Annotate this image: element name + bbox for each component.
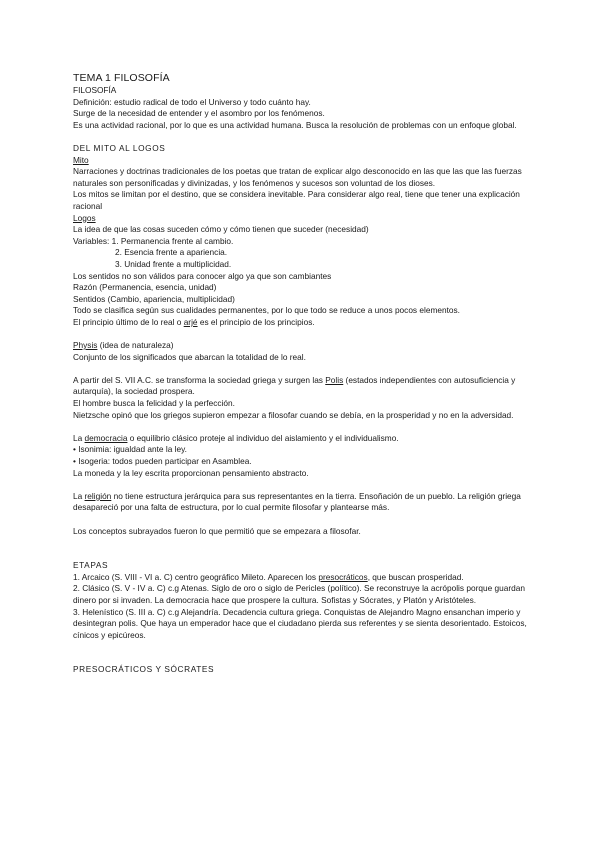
section-heading-presocraticos: PRESOCRÁTICOS Y SÓCRATES — [73, 664, 215, 675]
subheading-mito: Mito — [73, 154, 89, 165]
section-heading-filosofia: FILOSOFÍA — [73, 85, 117, 95]
text-run: La — [73, 432, 85, 443]
underlined-term-physis: Physis — [73, 340, 98, 351]
underlined-term-arje: arjé — [183, 316, 198, 327]
paragraph: Nietzsche opinó que los griegos supieron empezar a filosofar cuando se debía, en la prosperidad y no en la adversidad. — [73, 409, 514, 420]
underlined-term-democracia: democracia — [84, 432, 128, 443]
etapa-item: 2. Clásico (S. V - IV a. C) c.g Atenas. Siglo de oro o siglo de Pericles (político). Se reconstruye la acrópolis porque guardan dinero por si invaden. La democracia hace que prospere la cultura. Sofistas y Sócrates, y Platón y Aristóteles. — [73, 583, 525, 605]
text-run: El principio último de lo real o — [73, 316, 184, 327]
document-body — [73, 72, 535, 676]
paragraph: Es una actividad racional, por lo que es una actividad humana. Busca la resolución de problemas con un enfoque global. — [73, 119, 517, 130]
paragraph: Todo se clasifica según sus cualidades permanentes, por lo que todo se reduce a unos pocos elementos. — [73, 305, 460, 316]
text-run: (estados independientes con autosuficiencia y autarquía), la sociedad prospera. — [73, 374, 516, 397]
paragraph: La idea de que las cosas suceden cómo y cómo tienen que suceder (necesidad) — [73, 224, 369, 235]
paragraph: Definición: estudio radical de todo el Universo y todo cuánto hay. — [73, 96, 311, 107]
paragraph-polis — [73, 375, 535, 398]
bullet-item: • Isogeria: todos pueden participar en Asamblea. — [73, 456, 252, 466]
document-title: TEMA 1 FILOSOFÍA — [73, 72, 170, 84]
variables-item-text: 1. Permanencia frente al cambio. — [111, 235, 234, 246]
text-run: o equilibrio clásico proteje al individuo del aislamiento y el individualismo. — [127, 432, 399, 443]
text-run: no tiene estructura jerárquica para sus representantes en la tierra. Ensoñación de un pueblo. La religión griega desapareció por una falta de estructura, por lo cual permite filosofar y plantearse más. — [73, 490, 521, 513]
text-run: es el principio de los principios. — [197, 316, 315, 327]
paragraph: Narraciones y doctrinas tradicionales de los poetas que tratan de explicar algo desconocido en las que las que las fuerzas naturales son personificadas y divinizadas, y los fenómenos y sucesos son voluntad de los dioses. — [73, 166, 522, 188]
etapa-item: 3. Helenístico (S. III a. C) c.g Alejandría. Decadencia cultura griega. Conquistas de Alejandro Magno ensanchan imperio y desintegran polis. Que haya un emperador hace que el ciudadano pierda sus referentes y se sienta desorientado. Estoicos, cínicos y epicúreos. — [73, 606, 527, 640]
variables-item: 2. Esencia frente a apariencia. — [115, 247, 228, 258]
paragraph-democracia — [73, 433, 535, 445]
underlined-term-religion: religión — [84, 490, 112, 501]
variables-label: Variables: — [73, 235, 110, 246]
paragraph-physis — [73, 340, 535, 352]
bullet-item: • Isonimia: igualdad ante la ley. — [73, 444, 187, 455]
variables-item — [73, 236, 535, 248]
paragraph-conceptos: Los conceptos subrayados fueron lo que permitió que se empezara a filosofar. — [73, 525, 361, 536]
text-run: A partir del S. VII A.C. se transforma la sociedad griega y surgen las — [73, 374, 326, 385]
text-run: La — [73, 490, 85, 501]
paragraph: Sentidos (Cambio, apariencia, multiplicidad) — [73, 293, 235, 304]
underlined-term-presocraticos: presocráticos — [318, 571, 368, 582]
paragraph: La moneda y la ley escrita proporcionan pensamiento abstracto. — [73, 467, 309, 478]
paragraph: Los sentidos no son válidos para conocer algo ya que son cambiantes — [73, 270, 332, 281]
underlined-term-polis: Polis — [325, 374, 344, 385]
paragraph: El hombre busca la felicidad y la perfección. — [73, 398, 235, 409]
etapa-item — [73, 572, 535, 584]
text-run: (idea de naturaleza) — [97, 340, 174, 351]
paragraph-religion — [73, 491, 535, 514]
text-run: 1. Arcaico (S. VIII - VI a. C) centro geográfico Mileto. Aparecen los — [73, 571, 319, 582]
subheading-logos: Logos — [73, 212, 96, 223]
text-run: , que buscan prosperidad. — [367, 571, 464, 582]
section-heading-mito-logos: DEL MITO AL LOGOS — [73, 142, 166, 153]
section-heading-etapas: ETAPAS — [73, 560, 109, 571]
paragraph: Surge de la necesidad de entender y el asombro por los fenómenos. — [73, 108, 325, 119]
paragraph: Conjunto de los significados que abarcan la totalidad de lo real. — [73, 351, 306, 362]
paragraph: Los mitos se limitan por el destino, que se considera inevitable. Para considerar algo real, tiene que tener una explicación racional — [73, 189, 520, 211]
paragraph: Razón (Permanencia, esencia, unidad) — [73, 282, 217, 293]
variables-item: 3. Unidad frente a multiplicidad. — [115, 258, 232, 269]
paragraph-arje — [73, 317, 535, 329]
